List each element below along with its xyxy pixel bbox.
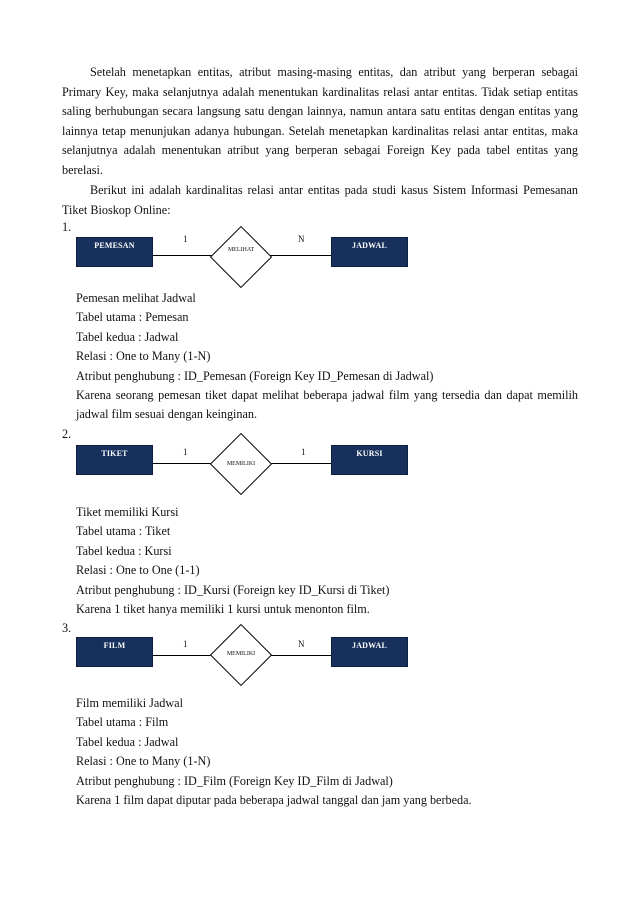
relation-number-3: 3. <box>62 621 72 635</box>
relation-details-3 <box>76 694 578 810</box>
relation-line: Tabel kedua : Jadwal <box>76 734 179 749</box>
intro-paragraph-1: Setelah menetapkan entitas, atribut masing-masing entitas, dan atribut yang berperan sebagai Primary Key, maka selanjutnya adalah menentukan kardinalitas relasi antar entitas. Tidak setiap entitas saling berhubungan secara langsung satu dengan lainnya, namun antara satu entitas dengan entitas yang lainnya tetap menunjukan adanya hubungan. Setelah menetapkan kardinalitas relasi antar entitas, maka selanjutnya adalah menentukan atribut yang berperan sebagai Foreign Key pada tabel entitas yang berelasi. <box>62 65 578 177</box>
cardinality-left: 1 <box>183 639 188 649</box>
relationship-label: MELIHAT <box>227 247 255 253</box>
entity-box-right: JADWAL <box>331 237 408 267</box>
relation-line: Atribut penghubung : ID_Pemesan (Foreign Key ID_Pemesan di Jadwal) <box>76 368 434 383</box>
relation-line: Relasi : One to Many (1-N) <box>76 349 211 364</box>
erd-diagram-3 <box>76 627 416 697</box>
cardinality-right: N <box>298 639 305 649</box>
relation-details-1 <box>76 289 578 425</box>
relation-line: Tabel utama : Pemesan <box>76 310 189 325</box>
relation-line: Tiket memiliki Kursi <box>76 505 179 519</box>
relation-note: Karena 1 film dapat diputar pada beberapa jadwal tanggal dan jam yang berbeda. <box>76 793 472 808</box>
entity-box-right: JADWAL <box>331 637 408 667</box>
relation-number-1: 1. <box>62 220 72 234</box>
relation-note: Karena 1 tiket hanya memiliki 1 kursi untuk menonton film. <box>76 602 370 617</box>
relation-line: Atribut penghubung : ID_Kursi (Foreign key ID_Kursi di Tiket) <box>76 582 390 597</box>
relation-line: Relasi : One to Many (1-N) <box>76 754 211 769</box>
relation-details-2 <box>76 503 578 619</box>
intro-paragraph-2: Berikut ini adalah kardinalitas relasi antar entitas pada studi kasus Sistem Informasi Pemesanan Tiket Bioskop Online: <box>62 183 578 217</box>
cardinality-right: N <box>298 234 305 244</box>
entity-box-left: TIKET <box>76 445 153 475</box>
relationship-label: MEMILIKI <box>226 651 256 657</box>
relationship-diamond <box>210 226 272 288</box>
relation-line: Film memiliki Jadwal <box>76 696 183 710</box>
entity-box-left: PEMESAN <box>76 237 153 267</box>
relation-line: Atribut penghubung : ID_Film (Foreign Key ID_Film di Jadwal) <box>76 773 393 788</box>
relation-line: Relasi : One to One (1-1) <box>76 563 200 578</box>
relation-line: Tabel utama : Tiket <box>76 524 171 539</box>
entity-box-left: FILM <box>76 637 153 667</box>
cardinality-left: 1 <box>183 234 188 244</box>
relation-line: Tabel kedua : Jadwal <box>76 329 179 344</box>
relation-line: Tabel kedua : Kursi <box>76 543 172 558</box>
cardinality-left: 1 <box>183 447 188 457</box>
entity-box-right: KURSI <box>331 445 408 475</box>
cardinality-right: 1 <box>301 447 306 457</box>
relationship-label: MEMILIKI <box>226 461 256 467</box>
erd-diagram-2 <box>76 433 416 503</box>
relation-line: Pemesan melihat Jadwal <box>76 291 196 305</box>
relation-line: Tabel utama : Film <box>76 715 169 730</box>
relation-number-2: 2. <box>62 427 72 441</box>
relation-note: Karena seorang pemesan tiket dapat melihat beberapa jadwal film yang tersedia dan dapat memilih jadwal film sesuai dengan keinginan. <box>76 388 578 422</box>
